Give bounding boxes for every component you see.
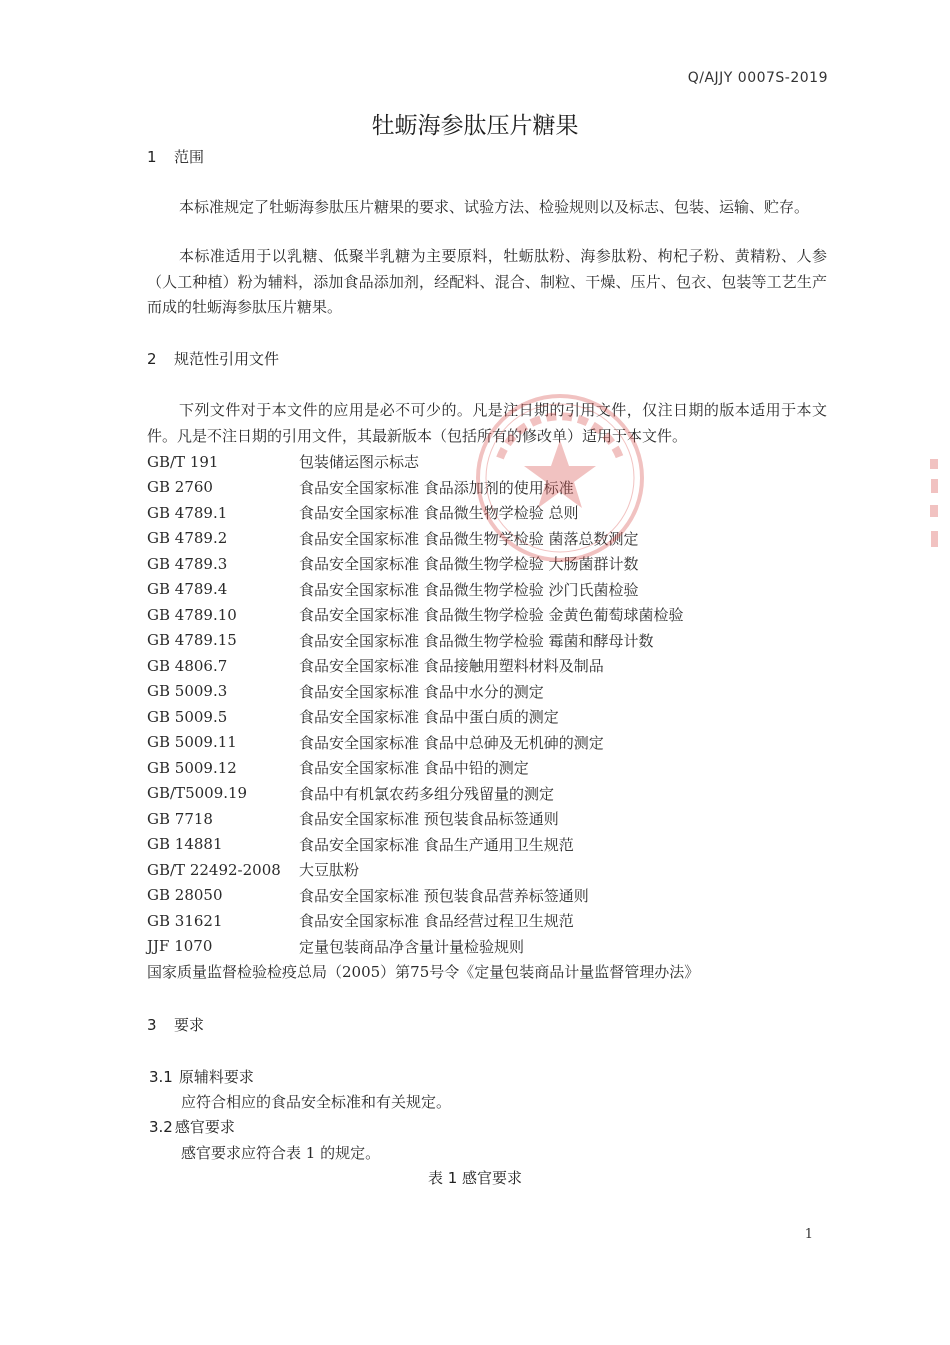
reference-code: GB 7718 <box>147 809 213 828</box>
reference-row <box>147 679 827 705</box>
reference-name: 食品安全国家标准 食品微生物学检验 大肠菌群计数 <box>299 555 639 574</box>
reference-name: 食品安全国家标准 食品微生物学检验 霉菌和酵母计数 <box>299 631 654 650</box>
reference-name: 食品安全国家标准 食品经营过程卫生规范 <box>299 912 574 931</box>
reference-row <box>147 577 827 603</box>
reference-name: 食品安全国家标准 预包装食品标签通则 <box>299 810 559 829</box>
reference-name: 食品安全国家标准 食品中水分的测定 <box>299 682 544 701</box>
reference-name: 食品中有机氯农药多组分残留量的测定 <box>299 784 555 803</box>
section-2-heading <box>147 348 279 369</box>
subsection-3-1-number: 3.1 <box>149 1068 173 1086</box>
reference-name: 食品安全国家标准 食品中蛋白质的测定 <box>299 708 559 727</box>
reference-name: 食品安全国家标准 食品中铅的测定 <box>299 759 529 778</box>
reference-row <box>147 653 827 679</box>
section-1-heading <box>147 146 204 167</box>
reference-code: GB 14881 <box>147 835 223 854</box>
reference-code: GB 5009.3 <box>147 682 228 701</box>
reference-name: 定量包装商品净含量计量检验规则 <box>299 937 525 956</box>
reference-code: GB 5009.5 <box>147 707 228 726</box>
document-title: 牡蛎海参肽压片糖果 <box>371 113 579 139</box>
section-1-number: 1 <box>147 148 157 166</box>
reference-name: 食品安全国家标准 食品微生物学检验 菌落总数测定 <box>299 529 639 548</box>
reference-name: 食品安全国家标准 食品接触用塑料材料及制品 <box>299 657 604 676</box>
reference-code: GB 4789.4 <box>147 580 228 599</box>
reference-code: GB 5009.12 <box>147 758 237 777</box>
company-seal-stamp <box>470 388 650 568</box>
reference-code: GB/T 22492-2008 <box>147 860 281 879</box>
reference-code: GB 4789.2 <box>147 529 228 548</box>
reference-code: GB 4789.3 <box>147 554 228 573</box>
reference-name: 食品安全国家标准 食品中总砷及无机砷的测定 <box>299 733 604 752</box>
section-2-title: 规范性引用文件 <box>174 350 280 368</box>
reference-row <box>147 781 827 807</box>
subsection-3-2-text: 感官要求应符合表 1 的规定。 <box>181 1144 381 1162</box>
section-1-paragraph-scope: 本标准规定了牡蛎海参肽压片糖果的要求、试验方法、检验规则以及标志、包装、运输、贮存。 <box>179 198 810 216</box>
reference-name: 食品安全国家标准 食品添加剂的使用标准 <box>299 478 574 497</box>
document-code: Q/AJJY 0007S-2019 <box>687 70 828 86</box>
reference-name: 食品安全国家标准 食品生产通用卫生规范 <box>299 835 574 854</box>
table-1-caption: 表 1 感官要求 <box>427 1169 523 1187</box>
reference-code: GB 5009.11 <box>147 733 237 752</box>
reference-code: GB 2760 <box>147 478 213 497</box>
reference-row <box>147 857 827 883</box>
reference-row <box>147 883 827 909</box>
page-number: 1 <box>804 1227 813 1242</box>
subsection-3-2-number: 3.2 <box>149 1118 173 1136</box>
section-3-title: 要求 <box>174 1016 205 1034</box>
section-2-number: 2 <box>147 350 157 368</box>
reference-code: GB 28050 <box>147 886 223 905</box>
reference-code: GB 4789.15 <box>147 631 237 650</box>
reference-code: JJF 1070 <box>147 937 213 956</box>
reference-row <box>147 602 827 628</box>
reference-row <box>147 730 827 756</box>
subsection-3-1-text: 应符合相应的食品安全标准和有关规定。 <box>181 1093 452 1111</box>
section-2-intro: 下列文件对于本文件的应用是必不可少的。凡是注日期的引用文件，仅注日期的版本适用于本文件。凡是不注日期的引用文件，其最新版本（包括所有的修改单）适用于本文件。 <box>147 401 827 445</box>
section-1-paragraph-applicability: 本标准适用于以乳糖、低聚半乳糖为主要原料，牡蛎肽粉、海参肽粉、枸杞子粉、黄精粉、人参（人工种植）粉为辅料，添加食品添加剂，经配料、混合、制粒、干燥、压片、包衣、包装等工艺生产而成的牡蛎海参肽压片糖果。 <box>147 247 827 316</box>
reference-row <box>147 628 827 654</box>
reference-row <box>147 908 827 934</box>
reference-name: 包装储运图示标志 <box>299 453 420 472</box>
subsection-3-2-title: 感官要求 <box>174 1118 235 1136</box>
reference-name: 大豆肽粉 <box>299 861 360 880</box>
reference-code: GB 31621 <box>147 911 223 930</box>
reference-code: GB/T5009.19 <box>147 784 248 803</box>
reference-code: GB 4789.1 <box>147 503 228 522</box>
section-3-heading <box>147 1014 204 1035</box>
subsection-3-1-title: 原辅料要求 <box>178 1068 254 1086</box>
reference-note: 国家质量监督检验检疫总局（2005）第75号令《定量包装商品计量监督管理办法》 <box>147 963 700 982</box>
reference-code: GB 4789.10 <box>147 605 237 624</box>
reference-name: 食品安全国家标准 食品微生物学检验 总则 <box>299 504 579 523</box>
section-3-number: 3 <box>147 1016 157 1034</box>
reference-row <box>147 704 827 730</box>
reference-code: GB 4806.7 <box>147 656 228 675</box>
reference-name: 食品安全国家标准 食品微生物学检验 金黄色葡萄球菌检验 <box>299 606 684 625</box>
reference-row <box>147 806 827 832</box>
reference-row <box>147 755 827 781</box>
section-1-title: 范围 <box>174 148 205 166</box>
subsection-3-2-heading <box>149 1116 235 1137</box>
reference-name: 食品安全国家标准 食品微生物学检验 沙门氏菌检验 <box>299 580 639 599</box>
reference-code: GB/T 191 <box>147 452 219 471</box>
reference-row <box>147 934 827 960</box>
seam-stamp-mark <box>928 455 942 555</box>
reference-name: 食品安全国家标准 预包装食品营养标签通则 <box>299 886 589 905</box>
reference-row <box>147 832 827 858</box>
subsection-3-1-heading <box>149 1066 254 1087</box>
